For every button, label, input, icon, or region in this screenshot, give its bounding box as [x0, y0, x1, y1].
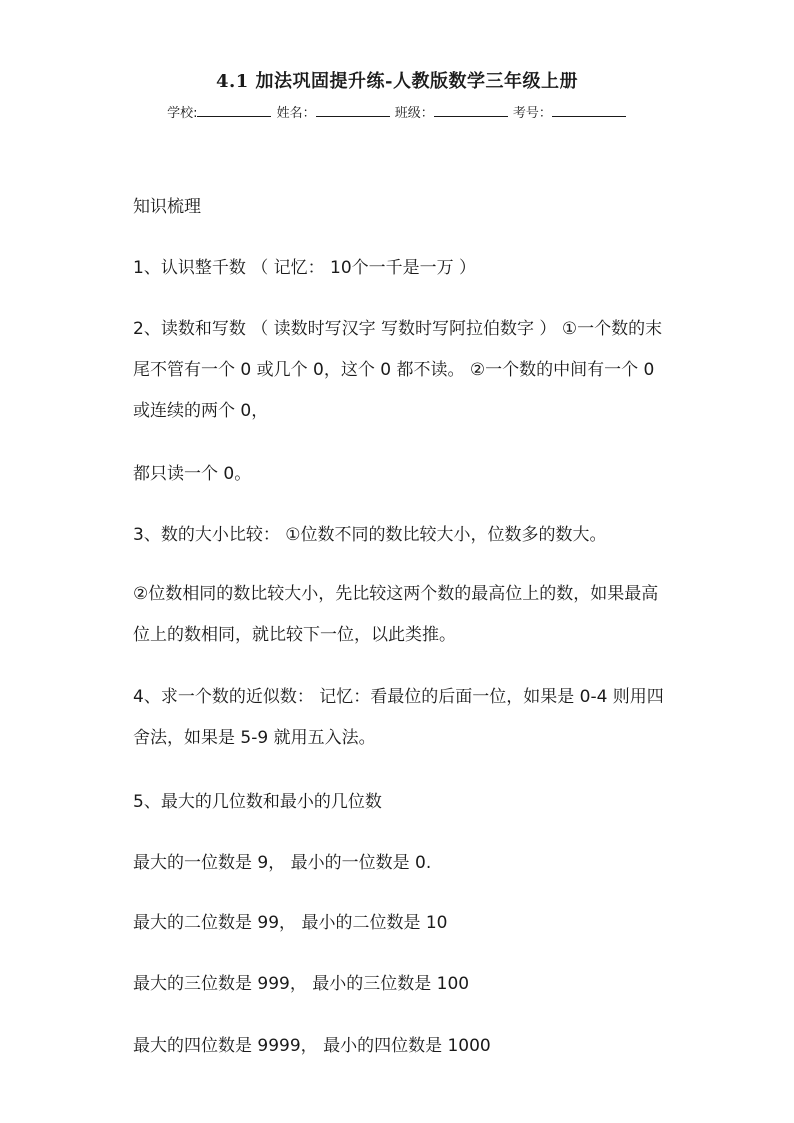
- exam-no-blank[interactable]: [552, 103, 626, 117]
- knowledge-item-3-continued: ②位数相同的数比较大小，先比较这两个数的最高位上的数，如果最高位上的数相同，就比较下一位，以此类推。: [133, 584, 659, 645]
- digit-fact-line-4: 最大的四位数是 9999， 最小的四位数是 1000: [133, 1036, 491, 1056]
- document-title: 4.1 加法巩固提升练-人教版数学三年级上册: [215, 71, 579, 92]
- name-field: [277, 103, 391, 123]
- section-heading: 知识梳理: [133, 197, 201, 217]
- student-info-row: [0, 103, 794, 123]
- class-field: [395, 103, 509, 123]
- exam-no-field: [513, 103, 627, 123]
- name-blank[interactable]: [316, 103, 390, 117]
- school-field: [167, 103, 272, 123]
- digit-fact-line-1: 最大的一位数是 9， 最小的一位数是 0.: [133, 853, 432, 873]
- knowledge-item-2-continued: 都只读一个 0。: [133, 464, 252, 484]
- class-blank[interactable]: [434, 103, 508, 117]
- knowledge-item-2: 2、读数和写数 （ 读数时写汉字 写数时写阿拉伯数字 ） ①一个数的末尾不管有一个 0 或几个 0，这个 0 都不读。 ②一个数的中间有一个 0 或连续的两个 0，: [133, 319, 663, 421]
- school-blank[interactable]: [197, 103, 271, 117]
- name-label: 姓名：: [276, 106, 316, 121]
- knowledge-item-5: 5、最大的几位数和最小的几位数: [133, 792, 382, 812]
- knowledge-item-4: 4、求一个数的近似数： 记忆：看最位的后面一位，如果是 0-4 则用四舍法，如果是 5-9 就用五入法。: [133, 687, 664, 748]
- knowledge-item-3: 3、数的大小比较： ①位数不同的数比较大小，位数多的数大。: [133, 525, 607, 545]
- digit-fact-line-2: 最大的二位数是 99， 最小的二位数是 10: [133, 913, 448, 933]
- school-label: 学校:: [167, 106, 198, 121]
- class-label: 班级：: [394, 106, 434, 121]
- knowledge-item-1: 1、认识整千数 （ 记忆： 10个一千是一万 ）: [133, 258, 477, 278]
- digit-fact-line-3: 最大的三位数是 999， 最小的三位数是 100: [133, 974, 470, 994]
- exam-no-label: 考号：: [512, 106, 552, 121]
